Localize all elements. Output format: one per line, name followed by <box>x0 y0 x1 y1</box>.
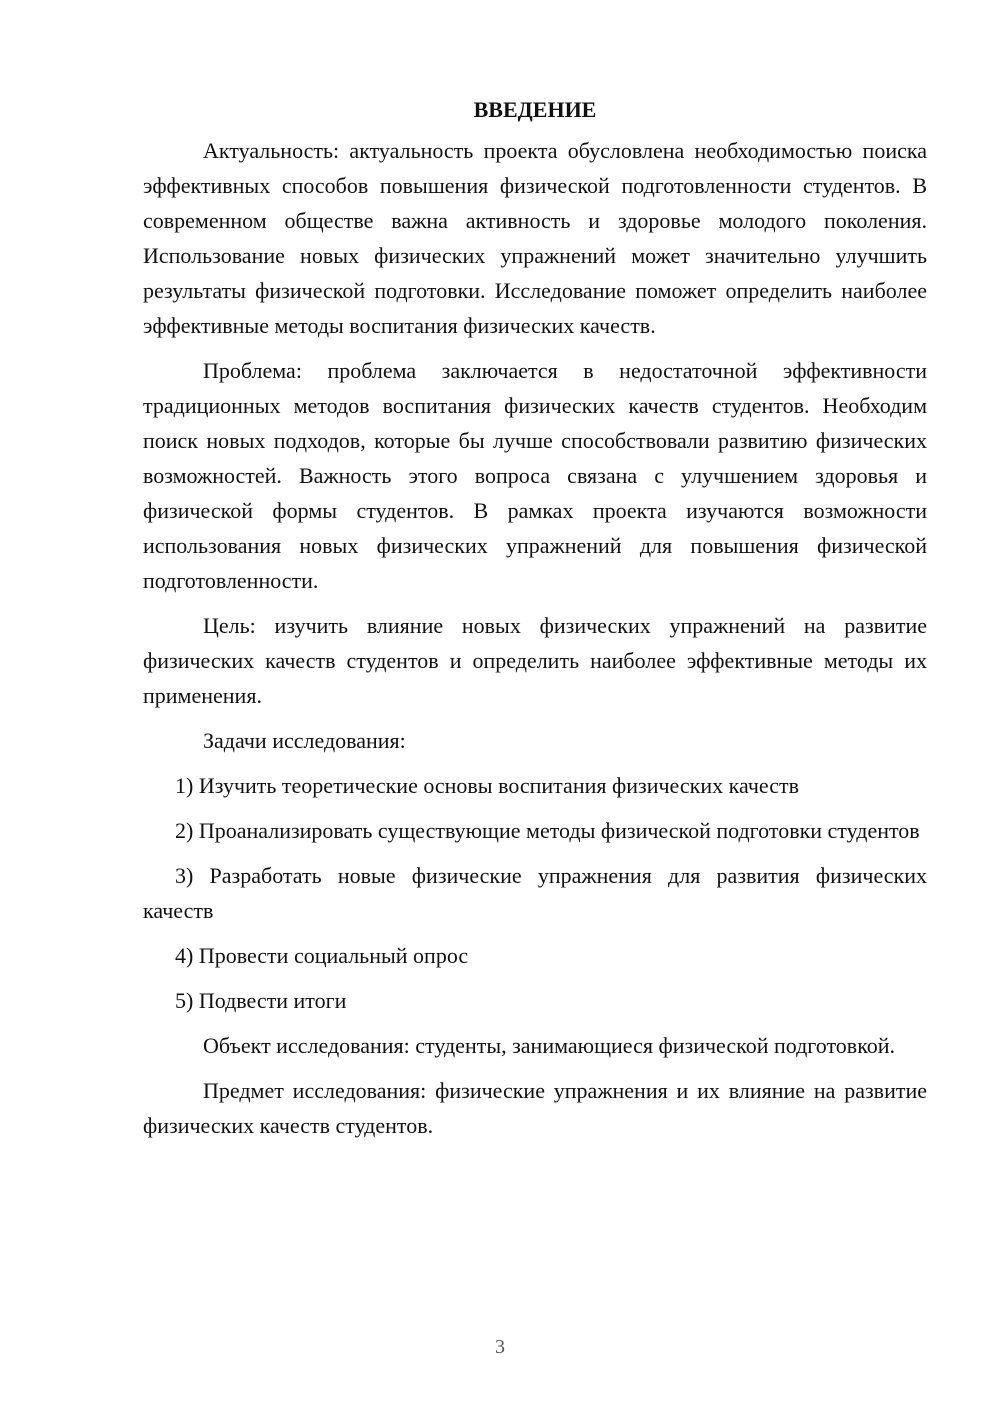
page-content <box>143 95 927 1153</box>
task-item-5: 5) Подвести итоги <box>175 988 347 1013</box>
task-item-4: 4) Провести социальный опрос <box>175 943 469 968</box>
paragraph-relevance: Актуальность: актуальность проекта обусловлена необходимостью поиска эффективных способов повышения физической подготовленности студентов. В современном обществе важна активность и здоровье молодого поколения. Использование новых физических упражнений может значительно улучшить результаты физической подготовки. Исследование поможет определить наиболее эффективные методы воспитания физических качеств. <box>143 138 927 338</box>
task-item-2: 2) Проанализировать существующие методы физической подготовки студентов <box>175 818 920 843</box>
task-item-1: 1) Изучить теоретические основы воспитания физических качеств <box>175 773 799 798</box>
page-title: ВВЕДЕНИЕ <box>473 97 597 122</box>
paragraph-subject: Предмет исследования: физические упражнения и их влияние на развитие физических качеств студентов. <box>143 1078 927 1138</box>
task-item-3: 3) Разработать новые физические упражнения для развития физических качеств <box>143 863 927 923</box>
paragraph-tasks-heading: Задачи исследования: <box>203 728 406 753</box>
page-number: 3 <box>495 1336 505 1358</box>
paragraph-object: Объект исследования: студенты, занимающиеся физической подготовкой. <box>203 1033 896 1058</box>
paragraph-problem: Проблема: проблема заключается в недостаточной эффективности традиционных методов воспитания физических качеств студентов. Необходим поиск новых подходов, которые бы лучше способствовали развитию физических возможностей. Важность этого вопроса связана с улучшением здоровья и физической формы студентов. В рамках проекта изучаются возможности использования новых физических упражнений для повышения физической подготовленности. <box>143 358 927 593</box>
paragraph-goal: Цель: изучить влияние новых физических упражнений на развитие физических качеств студентов и определить наиболее эффективные методы их применения. <box>143 613 927 708</box>
